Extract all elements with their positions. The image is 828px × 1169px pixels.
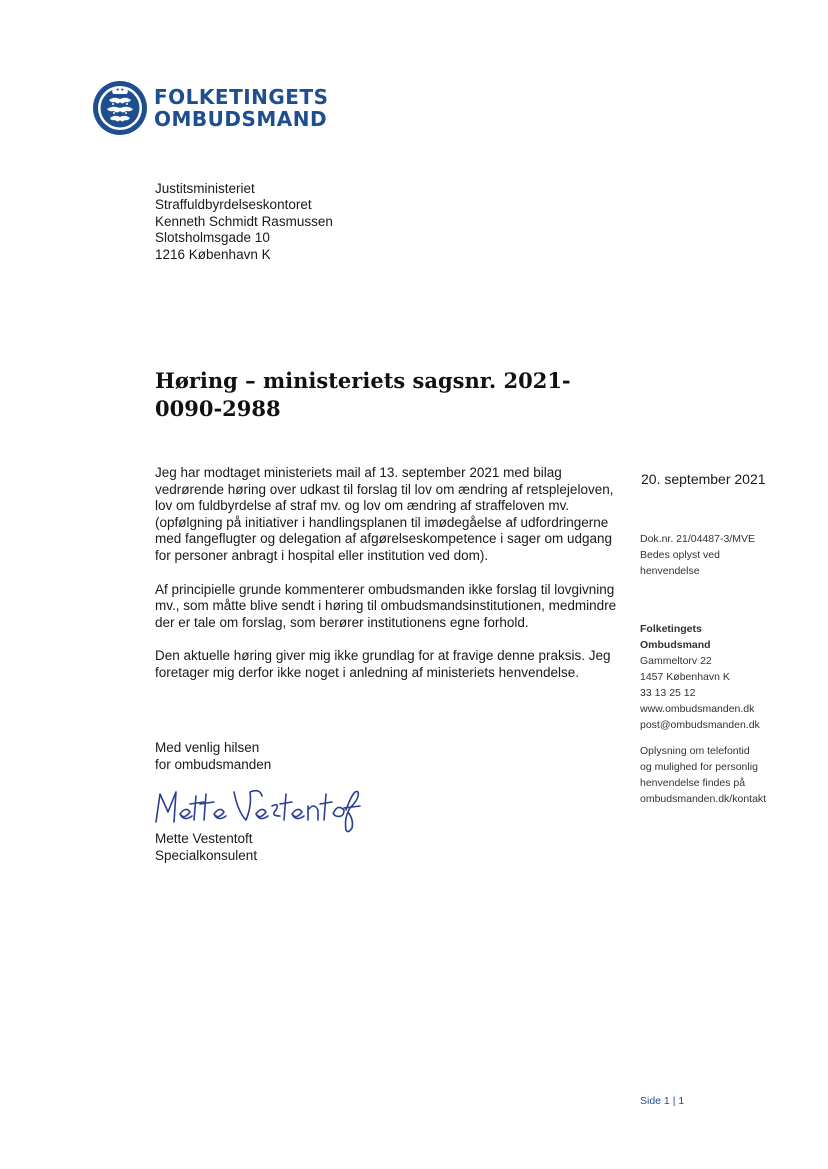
body-paragraph <box>155 582 615 632</box>
body-line: med fangeflugter og delegation af afgørelseskompetence i sager om udgang <box>155 531 613 547</box>
contact-info-note <box>640 743 766 807</box>
body-paragraph <box>155 465 615 565</box>
royal-coat-of-arms-seal-icon <box>92 80 148 136</box>
body-line: vedrørende høring over udkast til forslag til lov om ændring af retsplejeloven, <box>155 481 614 497</box>
address-line: 1216 København K <box>155 246 271 262</box>
address-line: Slotsholmsgade 10 <box>155 230 270 246</box>
sender-contact <box>640 621 760 733</box>
letter-date: 20. september 2021 <box>641 471 766 487</box>
email-link[interactable]: post@ombudsmanden.dk <box>640 719 760 731</box>
signer-name: Mette Vestentoft <box>155 831 253 846</box>
doc-ref-line: Dok.nr. 21/04487-3/MVE <box>640 533 755 545</box>
letter-title: Høring – ministeriets sagsnr. 2021-0090-2988 <box>155 368 571 421</box>
document-reference <box>640 531 755 579</box>
website-link[interactable]: www.ombudsmanden.dk <box>640 703 755 715</box>
logo-line-2: OMBUDSMAND <box>154 107 328 131</box>
info-line: henvendelse findes på <box>640 777 746 789</box>
body-line: foretager mig derfor ikke noget i anledning af ministeriets henvendelse. <box>155 664 579 680</box>
body-line: Jeg har modtaget ministeriets mail af 13. september 2021 med bilag <box>155 465 562 480</box>
sender-org-line: Ombudsmand <box>640 639 711 651</box>
body-line: Af principielle grunde kommenterer ombudsmanden ikke forslag til lovgivning <box>155 581 615 597</box>
body-line: Den aktuelle høring giver mig ikke grundlag for at fravige denne praksis. Jeg <box>155 648 611 664</box>
contact-page-link[interactable]: ombudsmanden.dk/kontakt <box>640 793 767 805</box>
address-line: Justitsministeriet <box>155 181 255 196</box>
letter-body <box>155 465 615 699</box>
on-behalf: for ombudsmanden <box>155 757 272 772</box>
body-paragraph <box>155 648 615 681</box>
organization-logo-text <box>154 86 329 130</box>
handwritten-signature-icon <box>150 782 365 834</box>
body-line: (opfølgning på initiativer i handlingsplanen til imødegåelse af udfordringerne <box>155 514 609 530</box>
contact-line: 33 13 25 12 <box>640 687 696 699</box>
body-line: for personer anbragt i hospital eller institution ved dom). <box>155 547 489 563</box>
body-line: der er tale om forslag, som berører institutionens egne forhold. <box>155 614 529 630</box>
address-line: Straffuldbyrdelseskontoret <box>155 197 312 213</box>
closing-greeting <box>155 739 271 773</box>
logo-line-1: FOLKETINGETS <box>154 85 329 109</box>
doc-ref-line: henvendelse <box>640 565 700 577</box>
info-line: og mulighed for personlig <box>640 761 758 773</box>
signer-block <box>155 830 257 864</box>
info-line: Oplysning om telefontid <box>640 745 750 757</box>
greeting: Med venlig hilsen <box>155 740 260 755</box>
recipient-address <box>155 181 333 263</box>
doc-ref-line: Bedes oplyst ved <box>640 549 720 561</box>
page-number: Side 1 | 1 <box>640 1095 685 1107</box>
body-line: mv., som måtte blive sendt i høring til ombudsmandsinstitutionen, medmindre <box>155 598 617 614</box>
contact-line: 1457 København K <box>640 671 730 683</box>
address-line: Kenneth Schmidt Rasmussen <box>155 213 333 229</box>
contact-line: Gammeltorv 22 <box>640 655 712 667</box>
signer-role: Specialkonsulent <box>155 848 258 863</box>
sender-org-line: Folketingets <box>640 623 702 635</box>
body-line: lov om fuldbyrdelse af straf mv. og lov om ændring af straffeloven mv. <box>155 498 570 514</box>
